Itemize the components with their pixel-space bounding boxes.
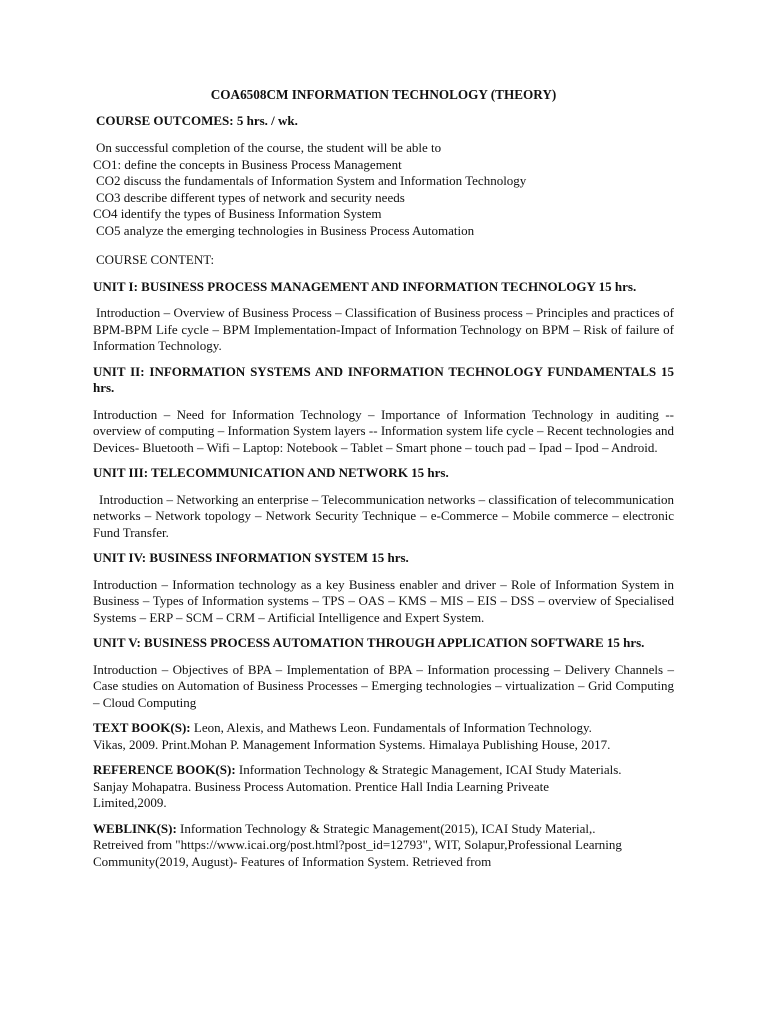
reference-books-line: Sanjay Mohapatra. Business Process Automation. Prentice Hall India Learning Priveate (93, 778, 549, 794)
unit-body: Introduction – Information technology as a key Business enabler and driver – Role of Information System in Business – Types of Information systems – TPS – OAS – KMS – MIS – EIS – DSS – overview of Specialised Systems – ERP – SCM – CRM – Artificial Intelligence and Expert System. (93, 576, 674, 625)
text-books-section (93, 720, 674, 753)
weblinks-line: Information Technology & Strategic Management(2015), ICAI Study Material,. (180, 820, 596, 836)
course-outcome-item: CO2 discuss the fundamentals of Information System and Information Technology (96, 173, 527, 188)
weblinks-label: WEBLINK(S): (93, 820, 177, 836)
weblinks-line: Retreived from "https://www.icai.org/post.html?post_id=12793", WIT, Solapur,Professional Learning (93, 837, 622, 852)
course-outcome-item: CO3 describe different types of network and security needs (96, 189, 405, 205)
reference-books-section (93, 762, 674, 812)
course-outcome-item: CO1: define the concepts in Business Process Management (93, 156, 402, 172)
unit-body: Introduction – Need for Information Technology – Importance of Information Technology in auditing -- overview of computing – Information System layers -- Information system life cycle – Recent technologies and Devices- Bluetooth – Wifi – Laptop: Notebook – Tablet – Smart phone – touch pad – Ipad – Ipod – Android. (93, 406, 674, 455)
course-content-heading: COURSE CONTENT: (96, 252, 215, 267)
page-title: COA6508CM INFORMATION TECHNOLOGY (THEORY) (210, 87, 557, 102)
unit-heading: UNIT IV: BUSINESS INFORMATION SYSTEM 15 hrs. (93, 550, 409, 565)
text-books-label: TEXT BOOK(S): (93, 720, 191, 735)
unit-body: Introduction – Objectives of BPA – Implementation of BPA – Information processing – Delivery Channels – Case studies on Automation of Business Processes – Emerging technologies – virtualization – Grid Computing – Cloud Computing (93, 661, 674, 710)
unit-body: Introduction – Overview of Business Process – Classification of Business process – Principles and practices of BPM-BPM Life cycle – BPM Implementation-Impact of Information Technology on BPM – Risk of failure of Information Technology. (93, 305, 674, 353)
text-books-line: Vikas, 2009. Print.Mohan P. Management Information Systems. Himalaya Publishing House, 2017. (93, 736, 611, 752)
course-outcomes-heading: COURSE OUTCOMES: 5 hrs. / wk. (96, 112, 298, 128)
unit-heading: UNIT III: TELECOMMUNICATION AND NETWORK 15 hrs. (93, 465, 449, 480)
course-outcome-item: CO5 analyze the emerging technologies in Business Process Automation (96, 222, 475, 238)
reference-books-label: REFERENCE BOOK(S): (93, 762, 236, 777)
course-outcome-item: CO4 identify the types of Business Information System (93, 206, 382, 221)
weblinks-line: Community(2019, August)- Features of Information System. Retrieved from (93, 853, 492, 869)
unit-heading: UNIT II: INFORMATION SYSTEMS AND INFORMATION TECHNOLOGY FUNDAMENTALS 15 hrs. (93, 363, 674, 395)
unit-body: Introduction – Networking an enterprise – Telecommunication networks – classification of telecommunication networks – Network topology – Network Security Technique – e-Commerce – Mobile commerce – electronic Fund Transfer. (93, 491, 674, 540)
unit-heading: UNIT I: BUSINESS PROCESS MANAGEMENT AND INFORMATION TECHNOLOGY 15 hrs. (93, 278, 637, 294)
reference-books-line: Information Technology & Strategic Management, ICAI Study Materials. (238, 762, 622, 777)
reference-books-line: Limited,2009. (93, 795, 167, 810)
text-books-line: Leon, Alexis, and Mathews Leon. Fundamentals of Information Technology. (193, 720, 592, 735)
weblinks-section (93, 821, 674, 871)
course-outcomes-intro: On successful completion of the course, the student will be able to (96, 140, 442, 155)
unit-heading: UNIT V: BUSINESS PROCESS AUTOMATION THROUGH APPLICATION SOFTWARE 15 hrs. (93, 635, 645, 650)
